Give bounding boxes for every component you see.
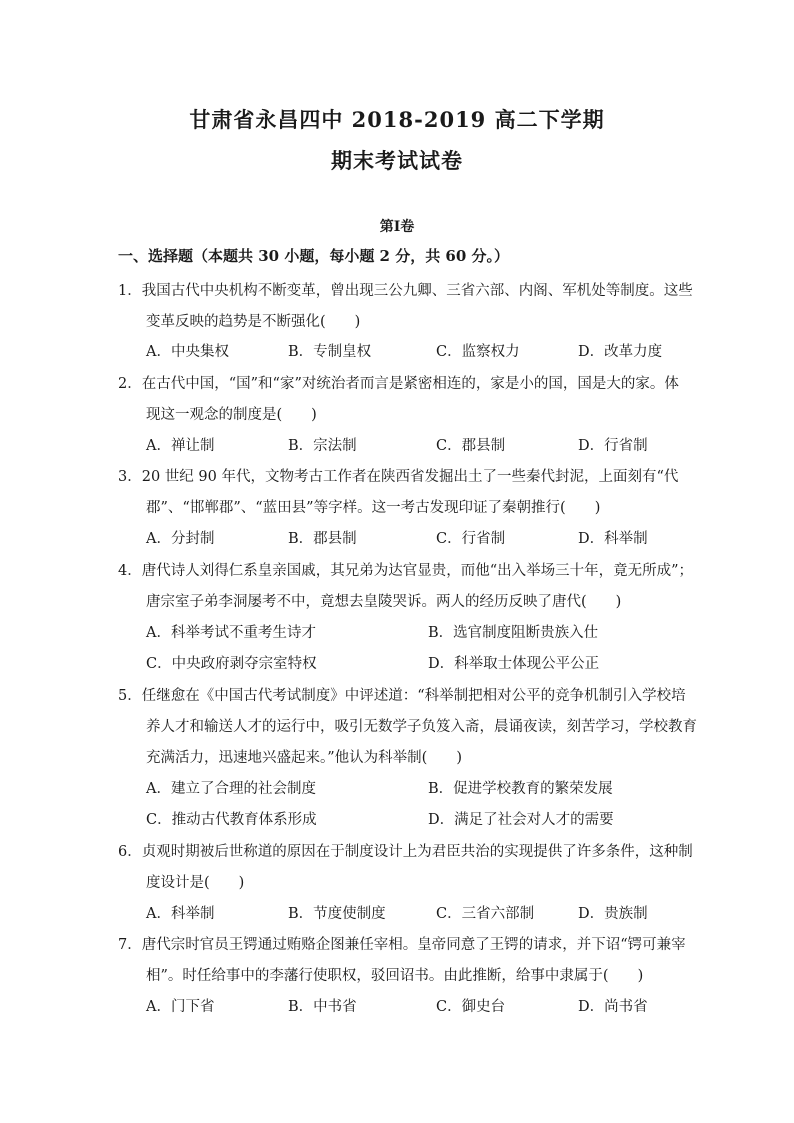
question-5-option-a: A．建立了合理的社会制度 bbox=[146, 781, 316, 797]
question-5-stem-cont-2: 充满活力，迅速地兴盛起来。”他认为科举制( ) bbox=[146, 750, 462, 766]
question-2-stem-cont: 现这一观念的制度是( ) bbox=[146, 407, 317, 423]
question-4-stem-cont: 唐宗室子弟李洞屡考不中，竟想去皇陵哭诉。两人的经历反映了唐代( ) bbox=[146, 594, 622, 610]
question-5-stem: 5．任继愈在《中国古代考试制度》中评述道：“科举制把相对公平的竞争机制引入学校培 bbox=[118, 688, 686, 704]
question-6-option-c: C．三省六部制 bbox=[436, 906, 535, 922]
question-4-option-d: D．科举取士体现公平公正 bbox=[428, 656, 600, 672]
question-2-option-d: D．行省制 bbox=[578, 438, 648, 454]
question-3-stem: 3．20 世纪 90 年代，文物考古工作者在陕西省发掘出土了一些秦代封泥，上面刻有“代 bbox=[118, 469, 679, 485]
exam-title: 甘肃省永昌四中 2018-2019 高二下学期 bbox=[189, 107, 605, 132]
question-3-option-a: A．分封制 bbox=[146, 531, 215, 547]
question-4-option-b: B．选官制度阻断贵族入仕 bbox=[428, 625, 599, 641]
question-2-option-c: C．郡县制 bbox=[436, 438, 506, 454]
question-5-option-b: B．促进学校教育的繁荣发展 bbox=[428, 781, 613, 797]
question-1-option-c: C．监察权力 bbox=[436, 344, 520, 360]
question-7-stem: 7．唐代宗时官员王锷通过贿赂企图兼任宰相。皇帝同意了王锷的请求，并下诏“锷可兼宰 bbox=[118, 937, 686, 953]
question-7-option-d: D．尚书省 bbox=[578, 999, 648, 1015]
question-2-option-a: A．禅让制 bbox=[146, 438, 215, 454]
question-1-option-d: D．改革力度 bbox=[578, 344, 663, 360]
question-7-option-b: B．中书省 bbox=[288, 999, 357, 1015]
question-6-option-d: D．贵族制 bbox=[578, 906, 648, 922]
question-3-stem-cont: 郡”、“邯郸郡”、“蓝田县”等字样。这一考古发现印证了秦朝推行( ) bbox=[146, 500, 601, 516]
question-6-option-a: A．科举制 bbox=[146, 906, 215, 922]
question-3-option-b: B．郡县制 bbox=[288, 531, 357, 547]
question-3-option-d: D．科举制 bbox=[578, 531, 648, 547]
question-7-stem-cont: 相”。时任给事中的李藩行使职权，驳回诏书。由此推断，给事中隶属于( ) bbox=[146, 968, 644, 984]
exam-subtitle: 期末考试试卷 bbox=[331, 148, 463, 173]
question-5-option-d: D．满足了社会对人才的需要 bbox=[428, 812, 614, 828]
question-4-option-c: C．中央政府剥夺宗室特权 bbox=[146, 656, 317, 672]
question-6-stem-cont: 度设计是( ) bbox=[146, 875, 245, 891]
question-7-option-a: A．门下省 bbox=[146, 999, 215, 1015]
volume-label: 第Ⅰ卷 bbox=[379, 219, 415, 235]
question-7-option-c: C．御史台 bbox=[436, 999, 506, 1015]
question-1-option-a: A．中央集权 bbox=[146, 344, 229, 360]
question-3-option-c: C．行省制 bbox=[436, 531, 506, 547]
question-4-stem: 4．唐代诗人刘得仁系皇亲国戚，其兄弟为达官显贵，而他“出入举场三十年，竟无所成”； bbox=[118, 563, 694, 579]
question-2-stem: 2．在古代中国，“国”和“家”对统治者而言是紧密相连的，家是小的国，国是大的家。体 bbox=[118, 376, 679, 392]
question-1-option-b: B．专制皇权 bbox=[288, 344, 372, 360]
question-2-option-b: B．宗法制 bbox=[288, 438, 357, 454]
question-5-option-c: C．推动古代教育体系形成 bbox=[146, 812, 317, 828]
question-6-stem: 6．贞观时期被后世称道的原因在于制度设计上为君臣共治的实现提供了许多条件，这种制 bbox=[118, 844, 693, 860]
question-6-option-b: B．节度使制度 bbox=[288, 906, 386, 922]
question-1-stem: 1．我国古代中央机构不断变革，曾出现三公九卿、三省六部、内阁、军机处等制度。这些 bbox=[118, 283, 693, 299]
question-1-stem-cont: 变革反映的趋势是不断强化( ) bbox=[146, 314, 361, 330]
question-4-option-a: A．科举考试不重考生诗才 bbox=[146, 625, 316, 641]
section-heading: 一、选择题（本题共 30 小题，每小题 2 分，共 60 分。） bbox=[118, 247, 510, 265]
question-5-stem-cont: 养人才和输送人才的运行中，吸引无数学子负笈入斋，晨诵夜读，刻苦学习，学校教育 bbox=[146, 719, 697, 735]
